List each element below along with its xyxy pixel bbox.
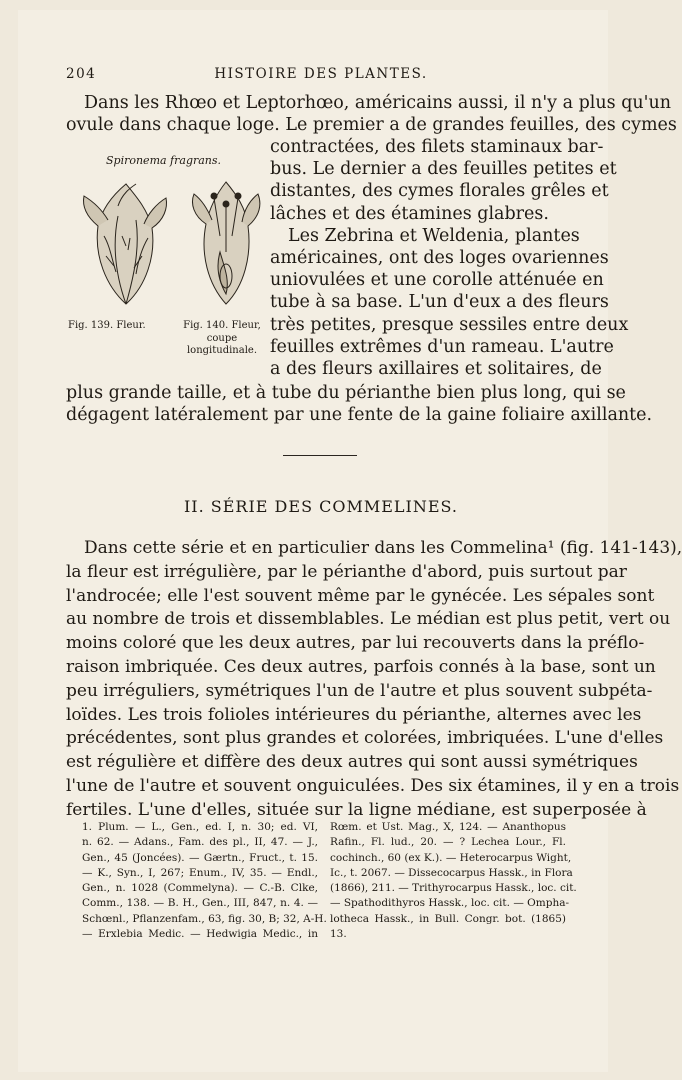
- footnote-line: Gen., 45 (Joncées). — Gærtn., Fruct., t. 15.: [82, 851, 318, 864]
- page-number: 204: [66, 66, 97, 82]
- text-line: contractées, des filets staminaux bar-: [270, 137, 604, 157]
- text-line: précédentes, sont plus grandes et colorées, imbriquées. L'une d'elles: [66, 728, 664, 749]
- text-line: distantes, des cymes florales grêles et: [270, 181, 609, 202]
- text-line: l'androcée; elle l'est souvent même par le gynécée. Les sépales sont: [66, 585, 655, 606]
- section-body: [66, 537, 682, 823]
- footnote-line: — Spathodithyros Hassk., loc. cit. — Ompha-: [330, 897, 570, 910]
- text-line: l'une de l'autre et souvent onguiculées. Des six étamines, il y en a trois: [66, 775, 680, 796]
- text-line: feuilles extrêmes d'un rameau. L'autre: [270, 336, 614, 357]
- footnote-line: cochinch., 60 (ex K.). — Heterocarpus Wight,: [330, 851, 572, 864]
- flower-fig-140: [193, 182, 260, 304]
- text-line: dégagent latéralement par une fente de la gaine foliaire axillante.: [66, 405, 653, 426]
- text-line: uniovulées et une corolle atténuée en: [270, 270, 604, 291]
- footnote-line: (1866), 211. — Trithyrocarpus Hassk., loc. cit.: [330, 882, 577, 895]
- footnote-line: — K., Syn., I, 267; Enum., IV, 35. — Endl.,: [82, 866, 318, 879]
- figure-species-label: Spironema fragrans.: [106, 154, 222, 167]
- footnote-line: Rafin., Fl. lud., 20. — ? Lechea Lour., Fl.: [330, 836, 566, 849]
- intro-paragraph: [66, 92, 677, 136]
- figure-caption-139: Fig. 139. Fleur.: [68, 320, 146, 331]
- footnote-line: Ic., t. 2067. — Dissecocarpus Hassk., in Flora: [330, 866, 573, 879]
- section-title: II. SÉRIE DES COMMELINES.: [183, 497, 459, 516]
- text-line: raison imbriquée. Ces deux autres, parfois connés à la base, sont un: [66, 656, 656, 677]
- flower-illustration: [76, 176, 261, 316]
- text-line: la fleur est irrégulière, par le périanthe d'abord, puis surtout par: [66, 561, 627, 582]
- figure-caption-140: [178, 320, 266, 358]
- text-line: est régulière et diffère des deux autres qui sont aussi symétriques: [66, 752, 638, 773]
- text-line: bus. Le dernier a des feuilles petites et: [270, 159, 617, 180]
- caption-line: Fig. 140. Fleur,: [183, 320, 261, 331]
- section-divider: [283, 455, 357, 456]
- footnotes-left-column: [82, 820, 327, 942]
- right-column-text: [270, 136, 629, 380]
- text-line: très petites, presque sessiles entre deux: [270, 314, 629, 335]
- text-line: fertiles. L'une d'elles, située sur la ligne médiane, est superposée à: [66, 799, 647, 820]
- text-line: au nombre de trois et dissemblables. Le médian est plus petit, vert ou: [66, 609, 671, 630]
- footnote-line: Gen., n. 1028 (Commelyna). — C.-B. Clke,: [82, 882, 318, 895]
- text-line: peu irréguliers, symétriques l'un de l'autre et plus souvent subpéta-: [66, 680, 653, 701]
- text-line: américaines, ont des loges ovariennes: [270, 248, 609, 269]
- text-line: Dans les Rhœo et Leptorhœo, américains aussi, il n'y a plus qu'un: [84, 93, 672, 113]
- caption-line: longitudinale.: [186, 345, 257, 356]
- after-figure-text: [66, 382, 653, 426]
- footnote-line: lotheca Hassk., in Bull. Congr. bot. (1865): [330, 912, 566, 925]
- footnote-line: Schœnl., Pflanzenfam., 63, fig. 30, B; 32, A-H.: [82, 912, 327, 925]
- text-line: Les Zebrina et Weldenia, plantes: [288, 225, 580, 246]
- text-line: plus grande taille, et à tube du périanthe bien plus long, qui se: [66, 383, 626, 403]
- footnote-line: Comm., 138. — B. H., Gen., III, 847, n. 4. —: [82, 897, 318, 910]
- text-line: ovule dans chaque loge. Le premier a de grandes feuilles, des cymes: [66, 115, 677, 136]
- text-line: Dans cette série et en particulier dans les Commelina¹ (fig. 141-143),: [84, 538, 682, 558]
- text-line: loïdes. Les trois folioles intérieures du périanthe, alternes avec les: [66, 704, 642, 725]
- footnotes-right-column: [330, 820, 577, 942]
- figure-spironema: [66, 150, 266, 365]
- text-line: lâches et des étamines glabres.: [270, 203, 549, 224]
- footnote-line: Rœm. et Ust. Mag., X, 124. — Ananthopus: [330, 821, 566, 833]
- text-line: moins coloré que les deux autres, par lui recouverts dans la préflo-: [66, 633, 645, 654]
- text-line: tube à sa base. L'un d'eux a des fleurs: [270, 292, 609, 313]
- flower-fig-139: [84, 184, 167, 304]
- running-header: [66, 66, 576, 86]
- footnote-line: 1. Plum. — L., Gen., ed. I, n. 30; ed. VI,: [82, 821, 318, 833]
- caption-line: coupe: [206, 332, 238, 344]
- footnote-line: n. 62. — Adans., Fam. des pl., II, 47. — J.,: [82, 836, 318, 849]
- footnote-line: 13.: [330, 928, 347, 941]
- running-title: HISTOIRE DES PLANTES.: [214, 66, 428, 82]
- footnote-line: — Erxlebia Medic. — Hedwigia Medic., in: [82, 928, 318, 941]
- text-line: a des fleurs axillaires et solitaires, de: [270, 359, 602, 380]
